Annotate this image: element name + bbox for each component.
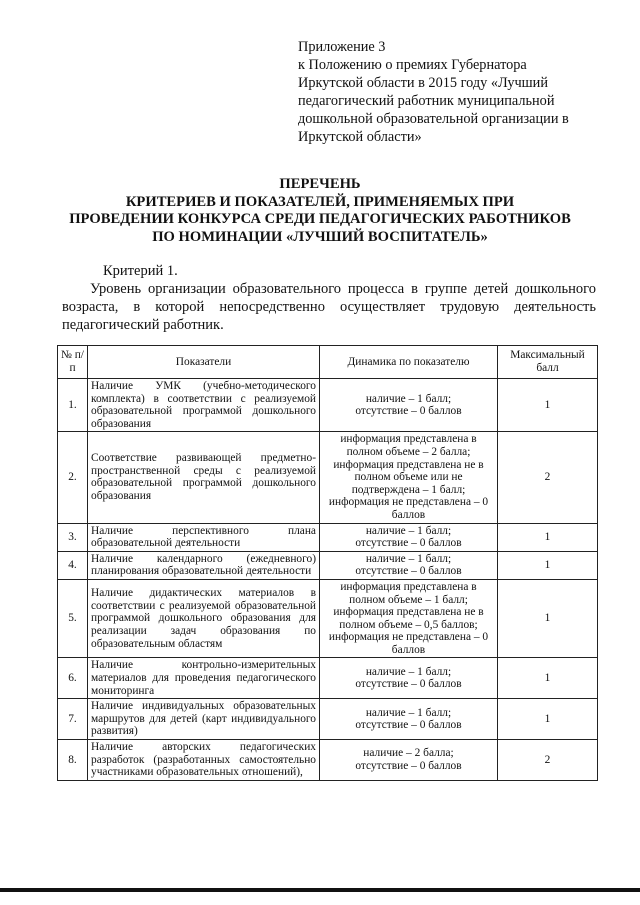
row-indicator: Соответствие развивающей предметно-пространственной среды с реализуемой образовательной программой дошкольного образования xyxy=(88,432,320,523)
appendix-line: Иркутской области в 2015 году «Лучший xyxy=(298,75,548,91)
row-indicator: Наличие календарного (ежедневного) планирования образовательной деятельности xyxy=(88,551,320,579)
row-indicator: Наличие авторских педагогических разработок (разработанных самостоятельно участниками образовательных отношений), xyxy=(88,740,320,781)
dynamics-line: наличие – 1 балл; xyxy=(365,706,452,719)
table-row xyxy=(58,579,598,658)
row-indicator: Наличие перспективного плана образовательной деятельности xyxy=(88,523,320,551)
row-indicator: Наличие дидактических материалов в соответствии с реализуемой образовательной программой дошкольного образования для реализации задач образования по образовательным областям xyxy=(88,579,320,658)
row-max-score: 1 xyxy=(498,699,598,740)
document-title xyxy=(40,176,600,246)
row-number: 5. xyxy=(58,579,88,658)
row-indicator: Наличие индивидуальных образовательных маршрутов для детей (карт индивидуального развития) xyxy=(88,699,320,740)
row-number: 1. xyxy=(58,379,88,432)
dynamics-line: отсутствие – 0 баллов xyxy=(355,405,462,418)
criterion-text: Уровень организации образовательного процесса в группе детей дошкольного возраста, в которой непосредственно осуществляет трудовую деятельность педагогический работник. xyxy=(62,281,596,333)
table-row xyxy=(58,523,598,551)
dynamics-line: информация не представлена – 0 баллов xyxy=(328,631,489,656)
header-max: Максимальный балл xyxy=(498,346,598,379)
table-row xyxy=(58,432,598,523)
row-dynamics xyxy=(320,740,498,781)
dynamics-line: наличие – 1 балл; xyxy=(365,392,452,405)
table-row xyxy=(58,658,598,699)
header-num: № п/п xyxy=(58,346,88,379)
dynamics-line: отсутствие – 0 баллов xyxy=(355,537,462,550)
row-number: 2. xyxy=(58,432,88,523)
title-line: ПЕРЕЧЕНЬ xyxy=(279,176,361,192)
appendix-block xyxy=(298,38,598,146)
row-max-score: 2 xyxy=(498,740,598,781)
dynamics-line: отсутствие – 0 баллов xyxy=(355,565,462,578)
row-dynamics xyxy=(320,579,498,658)
row-number: 6. xyxy=(58,658,88,699)
table-header-row xyxy=(58,346,598,379)
title-line: ПРОВЕДЕНИИ КОНКУРСА СРЕДИ ПЕДАГОГИЧЕСКИХ РАБОТНИКОВ xyxy=(69,211,571,227)
dynamics-line: информация не представлена – 0 баллов xyxy=(328,496,489,521)
row-dynamics xyxy=(320,379,498,432)
dynamics-line: наличие – 1 балл; xyxy=(365,665,452,678)
appendix-line: к Положению о премиях Губернатора xyxy=(298,57,527,73)
table-row xyxy=(58,699,598,740)
row-dynamics xyxy=(320,699,498,740)
appendix-line: Иркутской области» xyxy=(298,129,422,145)
dynamics-line: наличие – 1 балл; xyxy=(365,524,452,537)
dynamics-line: отсутствие – 0 баллов xyxy=(355,759,462,772)
appendix-line: Приложение 3 xyxy=(298,39,386,55)
criterion-label: Критерий 1. xyxy=(103,263,178,279)
dynamics-line: информация представлена не в полном объеме или не подтверждена – 1 балл; xyxy=(333,458,484,496)
row-dynamics xyxy=(320,551,498,579)
row-number: 8. xyxy=(58,740,88,781)
dynamics-line: информация представлена не в полном объеме – 0,5 баллов; xyxy=(333,606,484,631)
title-line: ПО НОМИНАЦИИ «ЛУЧШИЙ ВОСПИТАТЕЛЬ» xyxy=(152,228,488,245)
dynamics-line: наличие – 2 балла; xyxy=(363,747,454,760)
row-dynamics xyxy=(320,658,498,699)
dynamics-line: наличие – 1 балл; xyxy=(365,552,452,565)
row-max-score: 1 xyxy=(498,523,598,551)
appendix-line: дошкольной образовательной организации в xyxy=(298,111,569,127)
header-indicator: Показатели xyxy=(88,346,320,379)
row-dynamics xyxy=(320,523,498,551)
row-indicator: Наличие УМК (учебно-методического комплекта) в соответствии с реализуемой образовательной программой дошкольного образования xyxy=(88,379,320,432)
row-number: 4. xyxy=(58,551,88,579)
title-line: КРИТЕРИЕВ И ПОКАЗАТЕЛЕЙ, ПРИМЕНЯЕМЫХ ПРИ xyxy=(125,193,515,210)
table-row xyxy=(58,551,598,579)
dynamics-line: информация представлена в полном объеме – 1 балл; xyxy=(340,580,477,606)
row-max-score: 1 xyxy=(498,579,598,658)
appendix-line: педагогический работник муниципальной xyxy=(298,93,555,109)
table-row xyxy=(58,379,598,432)
row-max-score: 1 xyxy=(498,551,598,579)
dynamics-line: отсутствие – 0 баллов xyxy=(355,678,462,691)
header-dynamics: Динамика по показателю xyxy=(320,346,498,379)
dynamics-line: отсутствие – 0 баллов xyxy=(355,719,462,732)
row-number: 7. xyxy=(58,699,88,740)
dynamics-line: информация представлена в полном объеме – 2 балла; xyxy=(340,433,477,458)
row-max-score: 1 xyxy=(498,379,598,432)
row-indicator: Наличие контрольно-измерительных материалов для проведения педагогического мониторинга xyxy=(88,658,320,699)
table-row xyxy=(58,740,598,781)
row-number: 3. xyxy=(58,523,88,551)
row-dynamics xyxy=(320,432,498,523)
criteria-table xyxy=(57,345,598,781)
page-bottom-border xyxy=(0,888,640,892)
row-max-score: 2 xyxy=(498,432,598,523)
row-max-score: 1 xyxy=(498,658,598,699)
